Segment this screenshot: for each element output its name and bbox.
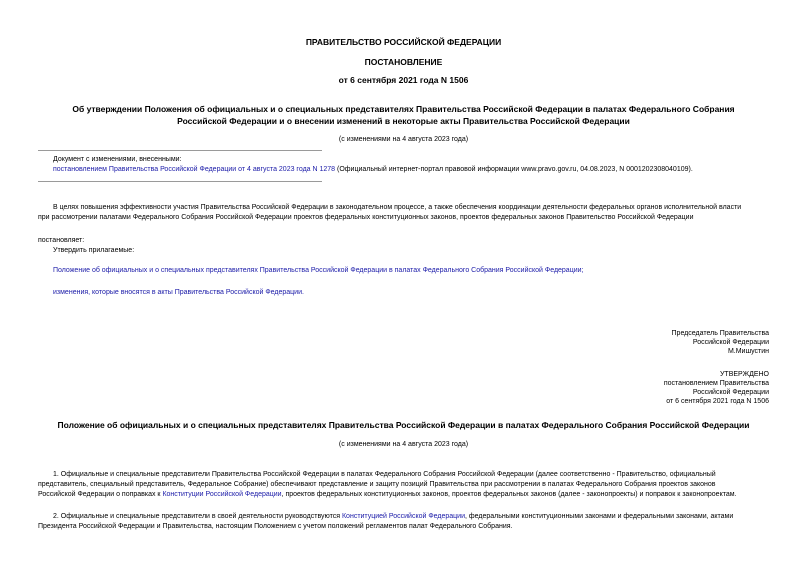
org-name: ПРАВИТЕЛЬСТВО РОССИЙСКОЙ ФЕДЕРАЦИИ [305, 37, 502, 47]
para1-line2: представитель, специальный представитель, Федеральное Собрание) обеспечивают представление и защиту позиций Правительства при рассмотрении в палатах Федерального Собрания проектов законов [38, 481, 716, 488]
amending-act-link[interactable]: постановлением Правительства Российской Федерации от 4 августа 2023 года N 1278 [53, 166, 336, 173]
para1-line1: 1. Официальные и специальные представители Правительства Российской Федерации в палатах Федерального Собрания Российской Федерации (далее соответственно - Правительство, официальный [53, 471, 716, 478]
section-amendment-note: (с изменениями на 4 августа 2023 года) [338, 441, 469, 448]
para2-line1 [53, 512, 733, 521]
signature-line1: Председатель Правительства [671, 330, 769, 337]
constitution-link[interactable]: Конституции Российской Федерации [162, 491, 282, 498]
para2-line1-pre: 2. Официальные и специальные представители в своей деятельности руководствуются [53, 513, 342, 520]
changes-source: (Официальный интернет-портал правовой информации www.pravo.gov.ru, 04.08.2023, N 0001202308040109). [335, 166, 693, 173]
section-title: Положение об официальных и о специальных представителях Правительства Российской Федерации в палатах Федерального Собрания Российской Федерации [57, 420, 750, 430]
doc-title-line2: Российской Федерации и о внесении изменений в некоторые акты Правительства Российской Федерации [177, 116, 630, 126]
divider-top [38, 150, 322, 151]
approval-line3: Российской Федерации [692, 389, 769, 396]
approval-line4: от 6 сентября 2021 года N 1506 [666, 398, 769, 405]
doc-date-number: от 6 сентября 2021 года N 1506 [338, 75, 469, 85]
approved-regulation-link[interactable]: Положение об официальных и о специальных представителях Правительства Российской Федерации в палатах Федерального Собрания Российской Федерации; [53, 267, 584, 274]
para1-line3-post: , проектов федеральных конституционных законов, проектов федеральных законов (далее - законопроекты) и поправок к законопроектам. [281, 491, 737, 498]
doc-title-line1: Об утверждении Положения об официальных и о специальных представителях Правительства Российской Федерации в палатах Федерального Собрания [72, 104, 735, 114]
changes-label: Документ с изменениями, внесенными: [53, 156, 182, 163]
signature-block [672, 329, 769, 356]
resolves-text: постановляет: [38, 237, 85, 244]
intro-line2: при рассмотрении палатами Федерального Собрания Российской Федерации проектов федеральных конституционных законов, проектов федеральных законов Правительство Российской Федерации [38, 214, 694, 221]
divider-bottom [38, 181, 322, 182]
doc-type: ПОСТАНОВЛЕНИЕ [364, 57, 443, 67]
para1-line3-pre: Российской Федерации о поправках к [38, 491, 163, 498]
signature-line3: М.Мишустин [727, 348, 769, 355]
approved-changes-link[interactable]: изменения, которые вносятся в акты Правительства Российской Федерации. [53, 289, 304, 296]
para1-line3 [38, 490, 737, 499]
signature-line2: Российской Федерации [692, 339, 769, 346]
para2-line2: Президента Российской Федерации и Правительства, настоящим Положением с учетом положений регламентов палат Федерального Собрания. [38, 523, 513, 530]
approval-line2: постановлением Правительства [663, 380, 769, 387]
constitution-link-2[interactable]: Конституцией Российской Федерации [341, 513, 466, 520]
approval-block [664, 370, 769, 406]
para2-line1-post: , федеральными конституционными законами и федеральными законами, актами [465, 513, 734, 520]
changes-line [53, 165, 693, 174]
amendment-note: (с изменениями на 4 августа 2023 года) [338, 136, 469, 143]
intro-line1: В целях повышения эффективности участия Правительства Российской Федерации в законодательном процессе, а также обеспечения координации деятельности федеральных органов исполнительной власти [53, 204, 742, 211]
approval-line1: УТВЕРЖДЕНО [719, 371, 769, 378]
approve-text: Утвердить прилагаемые: [53, 247, 135, 254]
